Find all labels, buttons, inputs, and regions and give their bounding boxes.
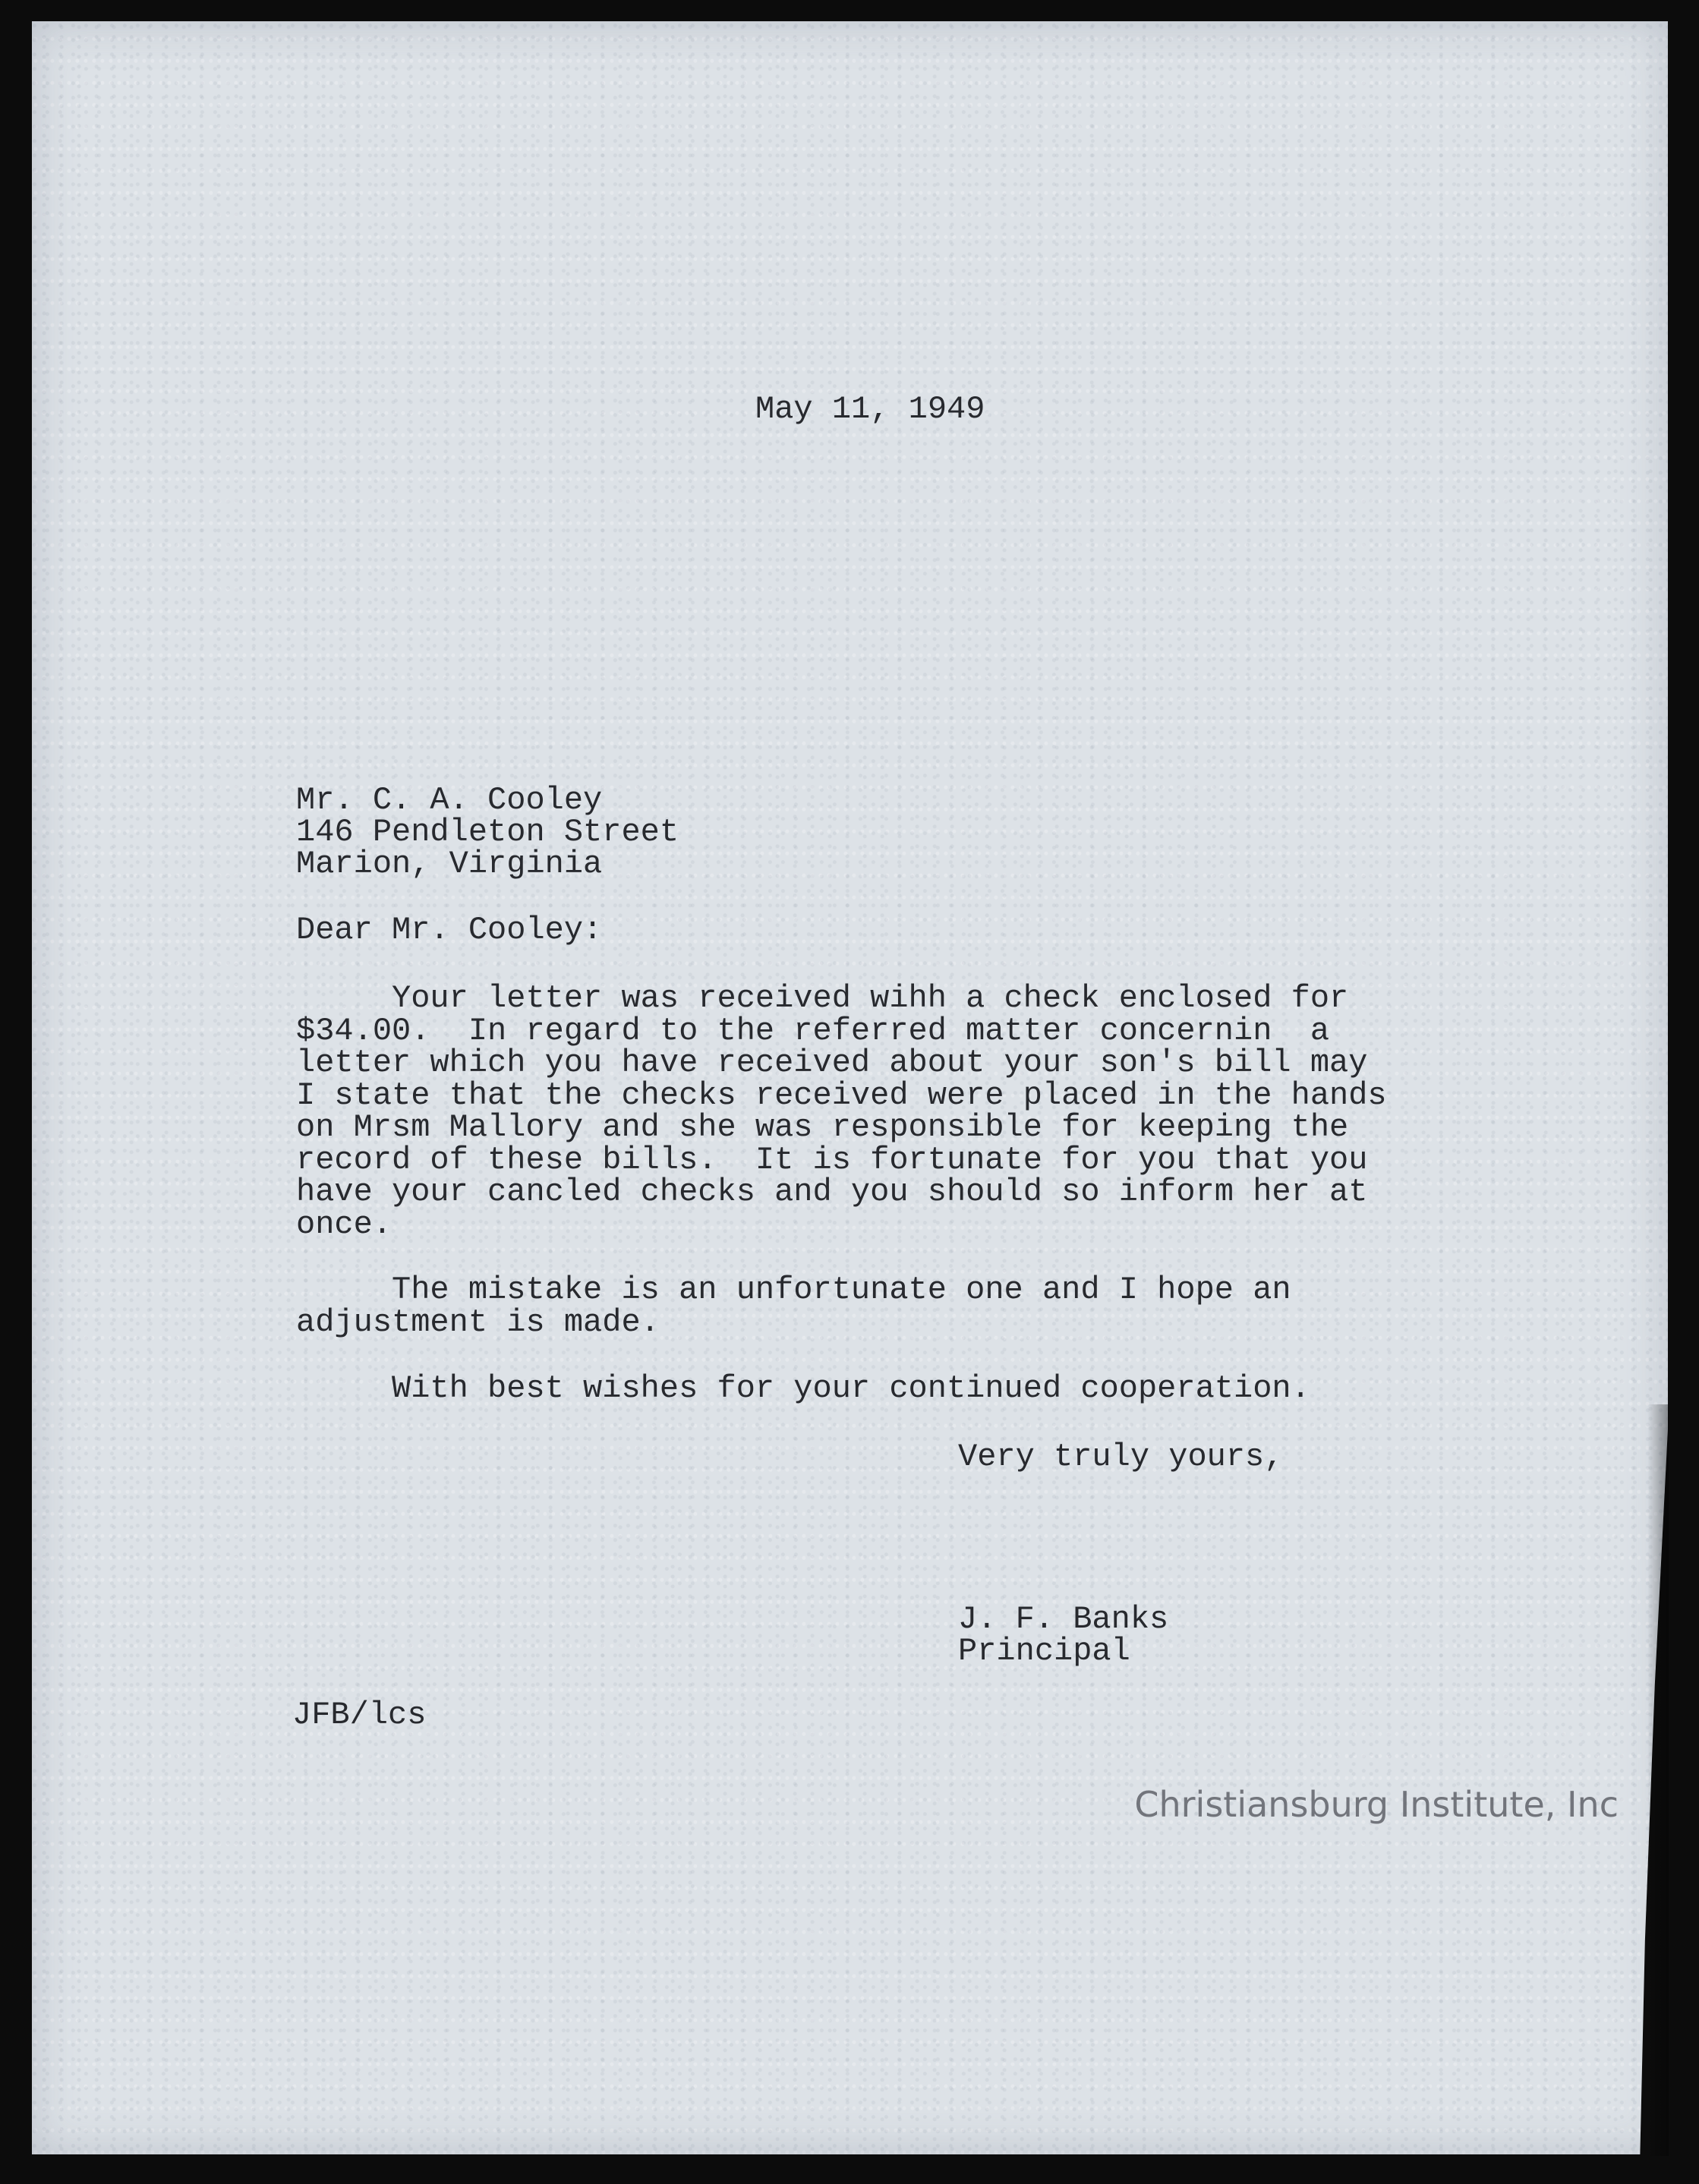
- recipient-name: Mr. C. A. Cooley: [296, 782, 603, 818]
- salutation: Dear Mr. Cooley:: [296, 912, 603, 948]
- body-paragraph-1: Your letter was received wihh a check enclosed for $34.00. In regard to the referred matter concernin a letter which you have received about your son's bill may I state that the checks received were placed in the hands on Mrsm Mallory and she was responsible for keeping the record of these bills. It is fortunate for you that you have your cancled checks and you should so inform her at once.: [296, 980, 1387, 1243]
- signer-name: J. F. Banks: [958, 1601, 1169, 1637]
- recipient-city: Marion, Virginia: [296, 846, 603, 882]
- body-paragraph-2: The mistake is an unfortunate one and I hope an adjustment is made.: [296, 1272, 1291, 1341]
- signer-title: Principal: [958, 1633, 1130, 1669]
- page-edge-shadow: [1647, 1404, 1669, 2156]
- closing: Very truly yours,: [958, 1439, 1284, 1475]
- watermark: Christiansburg Institute, Inc: [1134, 1784, 1619, 1825]
- typist-initials: JFB/lcs: [292, 1697, 427, 1733]
- recipient-street: 146 Pendleton Street: [296, 814, 679, 850]
- letter-date: May 11, 1949: [755, 391, 985, 427]
- body-paragraph-3: With best wishes for your continued cooperation.: [296, 1370, 1310, 1407]
